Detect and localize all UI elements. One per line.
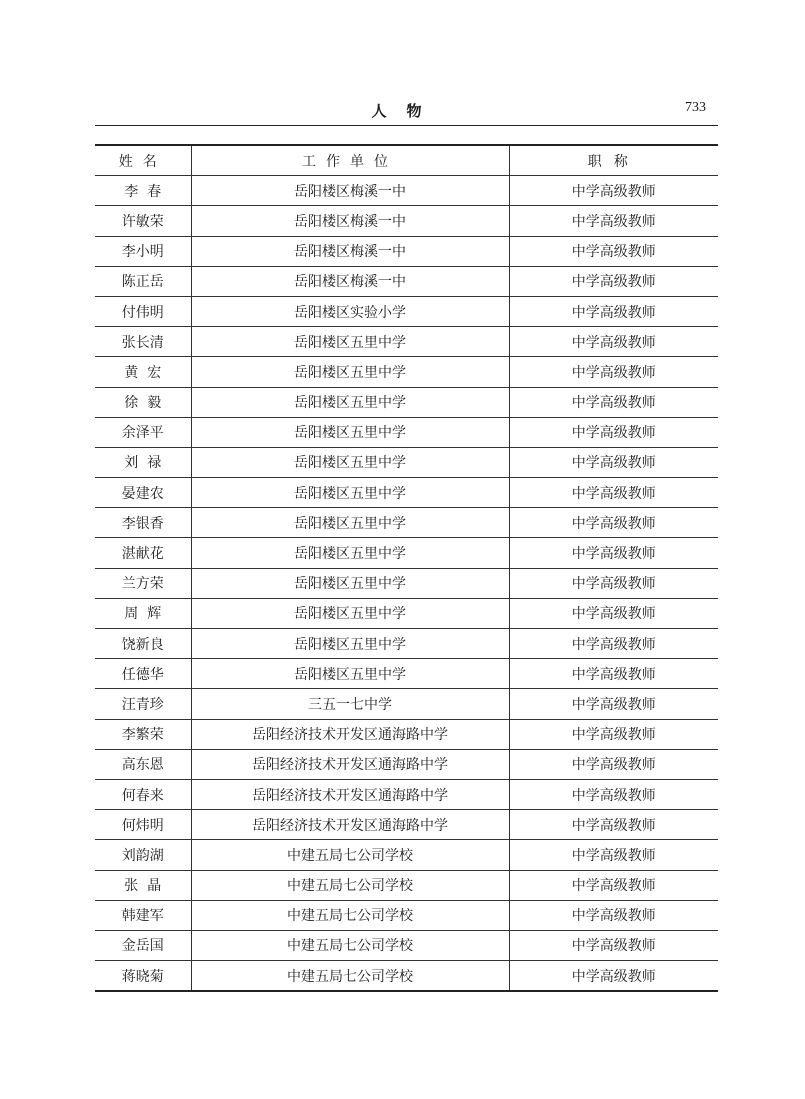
cell-title: 中学高级教师 <box>509 749 718 779</box>
cell-title: 中学高级教师 <box>509 508 718 538</box>
table-row <box>95 266 718 296</box>
cell-name: 何炜明 <box>95 810 191 840</box>
cell-title: 中学高级教师 <box>509 206 718 236</box>
page-number: 733 <box>685 100 706 115</box>
table-row <box>95 206 718 236</box>
cell-unit: 中建五局七公司学校 <box>191 870 509 900</box>
table-row <box>95 870 718 900</box>
cell-name: 李繁荣 <box>95 719 191 749</box>
cell-name: 陈正岳 <box>95 266 191 296</box>
cell-title: 中学高级教师 <box>509 417 718 447</box>
cell-name: 晏建农 <box>95 478 191 508</box>
cell-title: 中学高级教师 <box>509 810 718 840</box>
cell-name: 周 辉 <box>95 598 191 628</box>
cell-title: 中学高级教师 <box>509 478 718 508</box>
cell-name: 张 晶 <box>95 870 191 900</box>
cell-title: 中学高级教师 <box>509 930 718 960</box>
column-header-title: 职称 <box>509 145 718 176</box>
table-row <box>95 296 718 326</box>
cell-title: 中学高级教师 <box>509 538 718 568</box>
cell-name: 刘韵湖 <box>95 840 191 870</box>
header-rule <box>95 125 718 126</box>
table-row <box>95 478 718 508</box>
table-row <box>95 417 718 447</box>
column-header-unit: 工作单位 <box>191 145 509 176</box>
table-row <box>95 176 718 206</box>
cell-title: 中学高级教师 <box>509 870 718 900</box>
cell-title: 中学高级教师 <box>509 568 718 598</box>
cell-title: 中学高级教师 <box>509 900 718 930</box>
table-row <box>95 387 718 417</box>
cell-unit: 岳阳楼区实验小学 <box>191 296 509 326</box>
cell-name: 金岳国 <box>95 930 191 960</box>
cell-name: 黄 宏 <box>95 357 191 387</box>
cell-unit: 岳阳楼区五里中学 <box>191 508 509 538</box>
cell-name: 汪青珍 <box>95 689 191 719</box>
cell-name: 何春来 <box>95 779 191 809</box>
cell-name: 任德华 <box>95 659 191 689</box>
teacher-roster-table <box>95 144 718 992</box>
cell-unit: 岳阳楼区五里中学 <box>191 568 509 598</box>
table-row <box>95 568 718 598</box>
cell-title: 中学高级教师 <box>509 296 718 326</box>
page-header <box>95 98 718 124</box>
cell-name: 余泽平 <box>95 417 191 447</box>
table-row <box>95 327 718 357</box>
cell-unit: 岳阳楼区梅溪一中 <box>191 236 509 266</box>
cell-name: 李银香 <box>95 508 191 538</box>
cell-unit: 岳阳楼区五里中学 <box>191 447 509 477</box>
cell-unit: 岳阳楼区五里中学 <box>191 387 509 417</box>
table-row <box>95 719 718 749</box>
cell-name: 饶新良 <box>95 629 191 659</box>
cell-name: 高东恩 <box>95 749 191 779</box>
table-row <box>95 538 718 568</box>
table-row <box>95 598 718 628</box>
table-row <box>95 749 718 779</box>
cell-unit: 岳阳经济技术开发区通海路中学 <box>191 779 509 809</box>
table-row <box>95 840 718 870</box>
cell-unit: 岳阳楼区五里中学 <box>191 538 509 568</box>
table-header-row <box>95 145 718 176</box>
table-row <box>95 779 718 809</box>
cell-unit: 岳阳楼区梅溪一中 <box>191 266 509 296</box>
cell-unit: 岳阳楼区五里中学 <box>191 629 509 659</box>
cell-title: 中学高级教师 <box>509 387 718 417</box>
table-row <box>95 508 718 538</box>
cell-unit: 岳阳楼区五里中学 <box>191 417 509 447</box>
cell-name: 刘 禄 <box>95 447 191 477</box>
table-row <box>95 236 718 266</box>
table-row <box>95 930 718 960</box>
cell-unit: 岳阳经济技术开发区通海路中学 <box>191 810 509 840</box>
column-header-name: 姓名 <box>95 145 191 176</box>
cell-title: 中学高级教师 <box>509 840 718 870</box>
table-row <box>95 659 718 689</box>
cell-title: 中学高级教师 <box>509 266 718 296</box>
cell-title: 中学高级教师 <box>509 779 718 809</box>
cell-unit: 岳阳楼区梅溪一中 <box>191 206 509 236</box>
cell-name: 张长清 <box>95 327 191 357</box>
table-row <box>95 689 718 719</box>
cell-unit: 岳阳楼区五里中学 <box>191 357 509 387</box>
cell-unit: 三五一七中学 <box>191 689 509 719</box>
cell-name: 韩建军 <box>95 900 191 930</box>
cell-title: 中学高级教师 <box>509 659 718 689</box>
cell-name: 湛献花 <box>95 538 191 568</box>
table-body <box>95 176 718 992</box>
cell-name: 蒋晓菊 <box>95 961 191 992</box>
cell-title: 中学高级教师 <box>509 176 718 206</box>
cell-name: 许敏荣 <box>95 206 191 236</box>
cell-unit: 岳阳楼区五里中学 <box>191 659 509 689</box>
cell-name: 兰方荣 <box>95 568 191 598</box>
cell-unit: 中建五局七公司学校 <box>191 840 509 870</box>
cell-unit: 岳阳楼区梅溪一中 <box>191 176 509 206</box>
cell-unit: 岳阳经济技术开发区通海路中学 <box>191 719 509 749</box>
cell-title: 中学高级教师 <box>509 719 718 749</box>
cell-unit: 中建五局七公司学校 <box>191 930 509 960</box>
cell-unit: 岳阳楼区五里中学 <box>191 598 509 628</box>
cell-unit: 岳阳经济技术开发区通海路中学 <box>191 749 509 779</box>
cell-title: 中学高级教师 <box>509 689 718 719</box>
cell-title: 中学高级教师 <box>509 598 718 628</box>
cell-title: 中学高级教师 <box>509 629 718 659</box>
cell-title: 中学高级教师 <box>509 447 718 477</box>
table-row <box>95 447 718 477</box>
cell-name: 付伟明 <box>95 296 191 326</box>
section-title: 人物 <box>371 102 442 120</box>
cell-title: 中学高级教师 <box>509 961 718 992</box>
cell-title: 中学高级教师 <box>509 236 718 266</box>
table-row <box>95 357 718 387</box>
cell-name: 徐 毅 <box>95 387 191 417</box>
cell-unit: 中建五局七公司学校 <box>191 900 509 930</box>
cell-unit: 中建五局七公司学校 <box>191 961 509 992</box>
table-row <box>95 961 718 992</box>
table-row <box>95 900 718 930</box>
cell-title: 中学高级教师 <box>509 327 718 357</box>
table-row <box>95 810 718 840</box>
cell-unit: 岳阳楼区五里中学 <box>191 327 509 357</box>
cell-unit: 岳阳楼区五里中学 <box>191 478 509 508</box>
table-row <box>95 629 718 659</box>
cell-name: 李小明 <box>95 236 191 266</box>
cell-title: 中学高级教师 <box>509 357 718 387</box>
cell-name: 李 春 <box>95 176 191 206</box>
